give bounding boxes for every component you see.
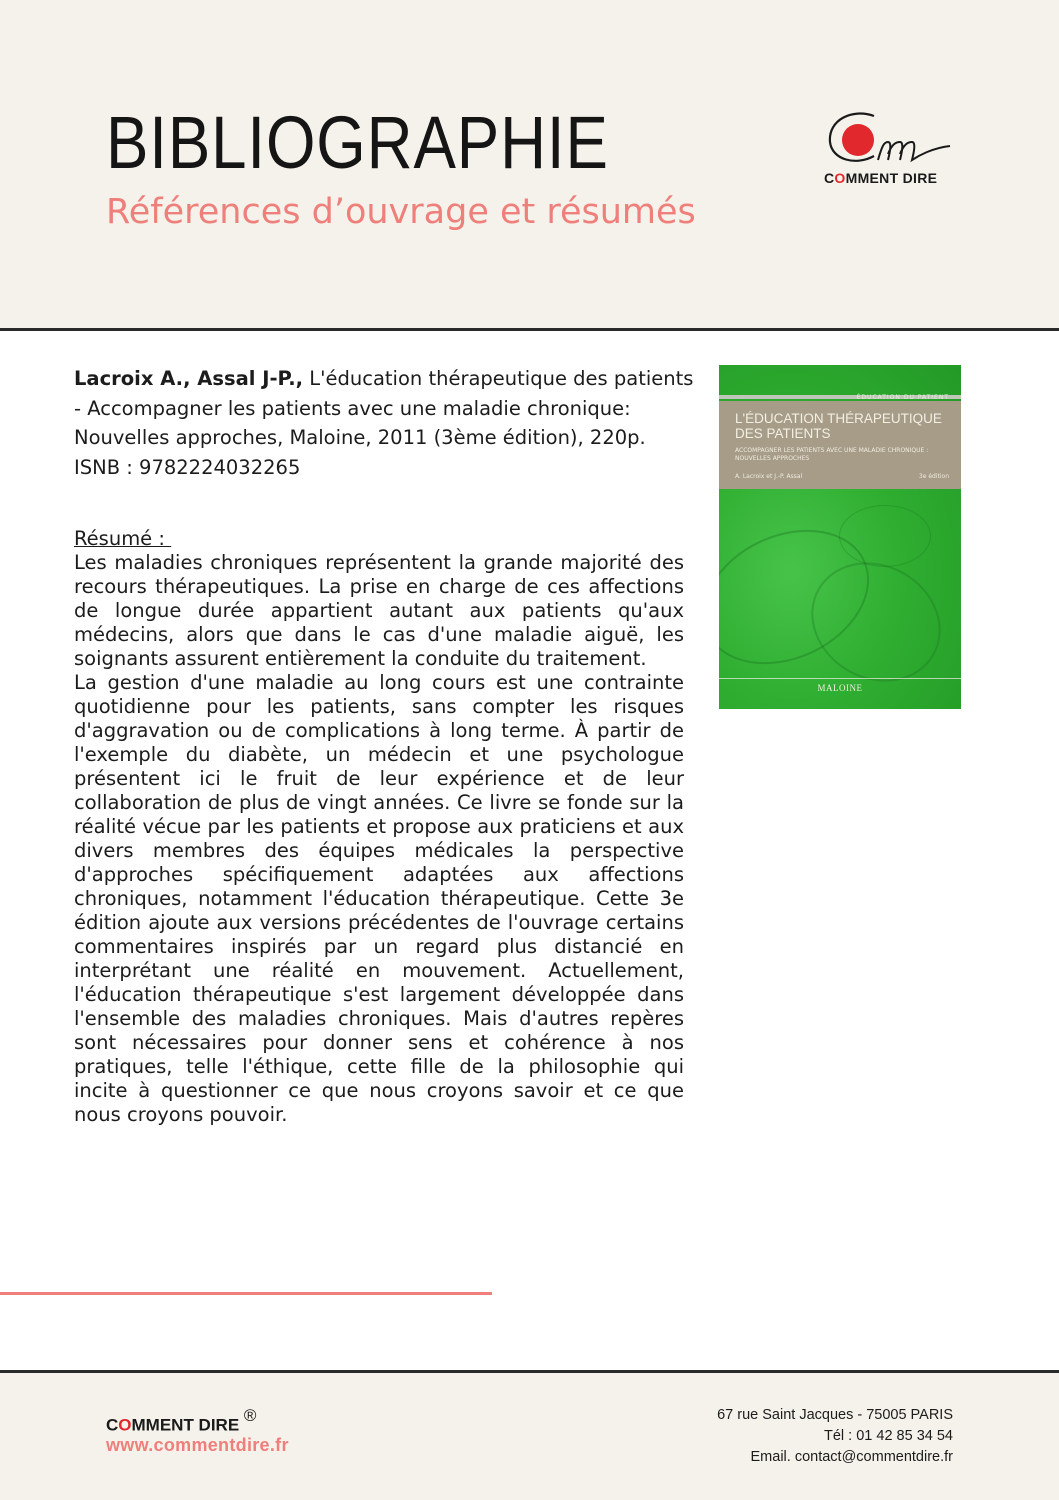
- summary-text: [74, 551, 684, 1127]
- contact-address: 67 rue Saint Jacques - 75005 PARIS: [717, 1407, 953, 1423]
- book-reference: [74, 364, 704, 482]
- reference-publication: Nouvelles approches, Maloine, 2011 (3ème édition), 220p.: [74, 426, 646, 449]
- reference-title-part: L'éducation thérapeutique des patients: [303, 367, 694, 390]
- reference-isbn: ISNB : 9782224032265: [74, 455, 301, 479]
- cover-subtitle: ACCOMPAGNER LES PATIENTS AVEC UNE MALADIE CHRONIQUE : NOUVELLES APPROCHES: [735, 447, 929, 462]
- cover-rule: [719, 678, 961, 679]
- cover-edition: 3e édition: [918, 473, 949, 480]
- page-title: BIBLIOGRAPHIE: [106, 101, 609, 184]
- contact-info: [717, 1405, 953, 1468]
- footer-brand: COMMENT DIRE ®: [106, 1406, 257, 1435]
- comment-dire-logo: [818, 106, 958, 186]
- summary-paragraph: La gestion d'une maladie au long cours est une contrainte quotidienne pour les patients, sans compter les risques d'aggravation ou de complications à long terme. À partir de l'exemple du diabète, un médecin et une psychologue présentent ici le fruit de leur expérience et de leur collaboration de plus de vingt années. Ce livre se fonde sur la réalité vécue par les patients et propose aux praticiens et aux divers membres des équipes médicales la perspective d'approches spécifiquement adaptées aux affections chroniques, notamment l'éducation thérapeutique. Cette 3e édition ajoute aux versions précédentes de l'ouvrage certains commentaires inspirés par un regard plus distancié en interprétant une réalité en mouvement. Actuellement, l'éducation thérapeutique s'est largement développée dans l'ensemble des maladies chroniques. Mais d'autres repères sont nécessaires pour donner sens et cohérence à nos pratiques, telle l'éthique, cette fille de la philosophie qui incite à questionner ce que nous croyons savoir et ce que nous croyons pouvoir.: [74, 671, 684, 1126]
- logo-wordmark: COMMENT DIRE: [824, 170, 938, 186]
- reference-authors: Lacroix A., Assal J-P.,: [74, 367, 304, 390]
- summary-paragraph: Les maladies chroniques représentent la grande majorité des recours thérapeutiques. La prise en charge de ces affections de longue durée appartient autant aux patients qu'aux médecins, alors que dans le cas d'une maladie aiguë, les soignants assurent entièrement la conduite du traitement.: [74, 551, 684, 670]
- cover-title: L'ÉDUCATION THÉRAPEUTIQUE DES PATIENTS: [735, 411, 942, 441]
- summary-label: Résumé :: [74, 527, 172, 550]
- logo-mark-icon: [822, 106, 952, 170]
- contact-phone: Tél : 01 42 85 34 54: [824, 1428, 953, 1444]
- cover-publisher: MALOINE: [817, 683, 863, 693]
- cover-pattern: [839, 505, 931, 567]
- page-subtitle: Références d’ouvrage et résumés: [106, 192, 696, 232]
- reference-subtitle: - Accompagner les patients avec une maladie chronique:: [74, 396, 631, 420]
- website-link[interactable]: www.commentdire.fr: [106, 1435, 289, 1455]
- section-divider: [0, 1292, 492, 1295]
- contact-email[interactable]: Email. contact@commentdire.fr: [750, 1449, 953, 1465]
- cover-series-label: ÉDUCATION DU PATIENT: [856, 394, 949, 401]
- page-footer: [0, 1370, 1059, 1500]
- page-header: [0, 0, 1059, 331]
- registered-mark: ®: [243, 1406, 257, 1425]
- book-cover-image: [719, 365, 961, 709]
- cover-authors: A. Lacroix et J.-P. Assal: [735, 473, 803, 480]
